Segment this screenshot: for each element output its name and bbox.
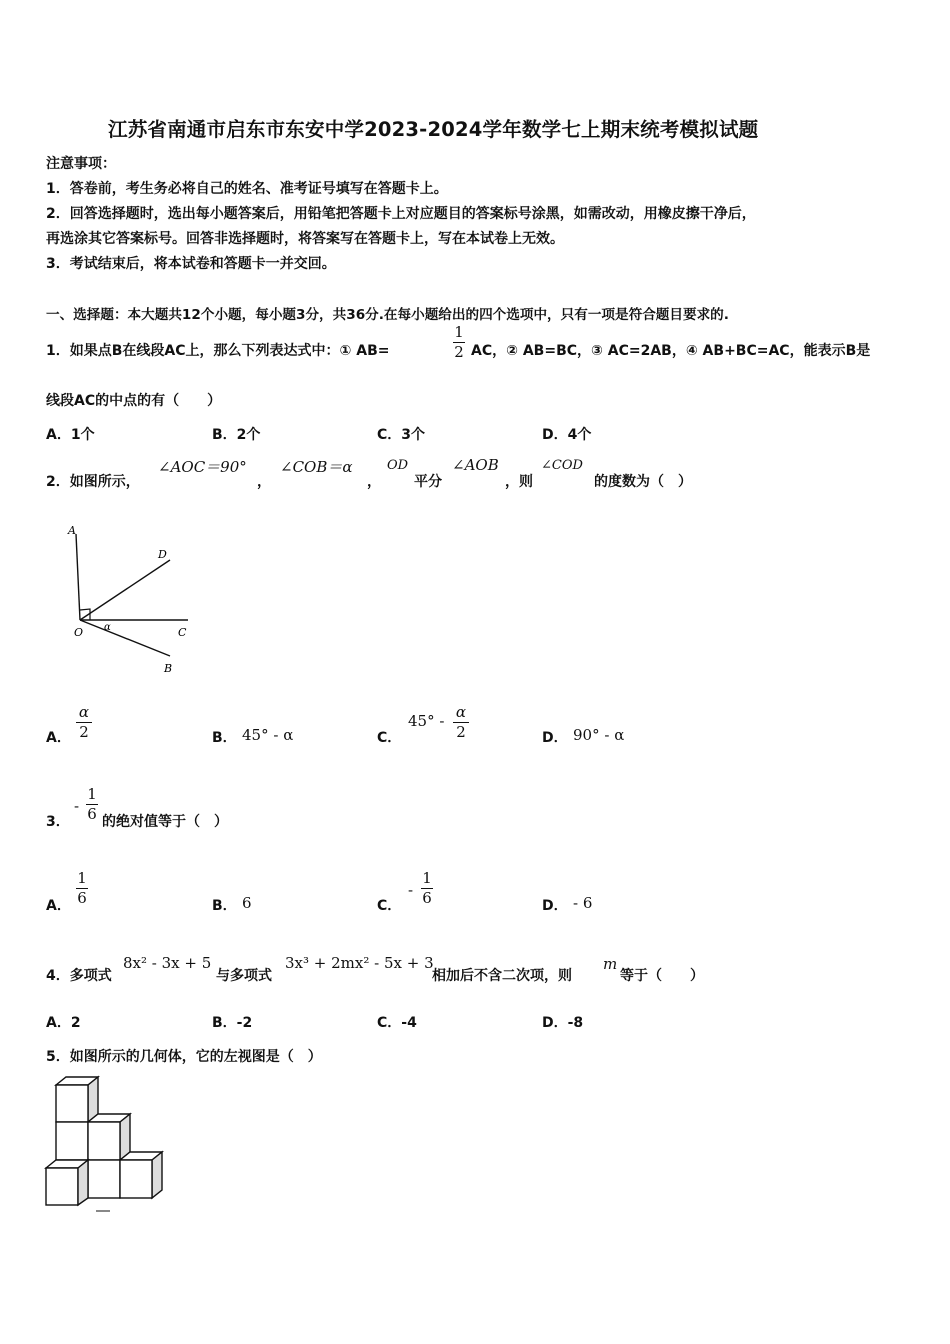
q3-c-den: 6 [422, 889, 432, 907]
ray-od [80, 560, 170, 620]
q1-fraction [453, 324, 465, 361]
q2-option-c-label[interactable]: C． [377, 730, 402, 746]
q3-option-b-label[interactable]: B． [212, 898, 237, 914]
q3-option-c-frac[interactable] [421, 870, 433, 907]
q4-poly-1: 8x² - 3x + 5 [123, 954, 212, 972]
q3-number: 3． [46, 814, 70, 830]
q3-c-num: 1 [422, 869, 432, 887]
q2-expr-aoc: ∠AOC＝90° [158, 458, 247, 476]
ray-ob [80, 620, 170, 656]
q2-option-d-label[interactable]: D． [542, 730, 568, 746]
q2-expr-cod: ∠COD [541, 458, 583, 473]
q3-option-b-value[interactable]: 6 [242, 894, 252, 912]
q4-mid: 与多项式 [216, 968, 272, 984]
cube-front-face [46, 1168, 78, 1205]
q2-angle-figure [60, 518, 200, 678]
q3-a-num: 1 [77, 869, 87, 887]
q2-option-b-label[interactable]: B． [212, 730, 237, 746]
q2-option-b-value[interactable]: 45° - α [242, 726, 294, 744]
label-c: C [178, 626, 187, 639]
cube-front-face [56, 1085, 88, 1122]
cube-front-face [120, 1160, 152, 1198]
q1-frac-num: 1 [454, 323, 464, 341]
q2-a-num: α [78, 703, 90, 721]
cube-front-face [88, 1160, 120, 1198]
q4-var-m: m [603, 955, 618, 973]
q2-c-num: α [455, 703, 467, 721]
q3-option-a-label[interactable]: A． [46, 898, 71, 914]
q4-poly-2: 3x³ + 2mx² - 5x + 3 [285, 954, 434, 972]
q5-text: 5．如图所示的几何体，它的左视图是（ ） [46, 1049, 322, 1065]
notice-item-2b: 再选涂其它答案标号。回答非选择题时，将答案写在答题卡上，写在本试卷上无效。 [46, 231, 564, 247]
notice-item-3: 3．考试结束后，将本试卷和答题卡一并交回。 [46, 256, 336, 272]
q4-option-a[interactable]: A．2 [46, 1015, 81, 1031]
q5-cube-figure [40, 1072, 170, 1217]
q2-option-a-label[interactable]: A． [46, 730, 71, 746]
q1-option-b[interactable]: B．2个 [212, 427, 261, 443]
q1-option-a[interactable]: A．1个 [46, 427, 95, 443]
q3-a-den: 6 [77, 889, 87, 907]
section-heading: 一、选择题：本大题共12个小题，每小题3分，共36分.在每小题给出的四个选项中，只有一项是符合题目要求的. [46, 307, 729, 323]
q4-mid-2: 相加后不含二次项，则 [432, 968, 572, 984]
cube-side-face [78, 1160, 88, 1205]
q2-prefix: 2．如图所示， [46, 474, 140, 490]
q1-line1b: AC，② AB=BC，③ AC=2AB，④ AB+BC=AC，能表示B是 [471, 343, 871, 359]
q2-suffix: 的度数为（ ） [594, 474, 692, 490]
label-alpha: α [104, 622, 111, 633]
q3-option-c-minus[interactable]: - [408, 881, 414, 899]
q1-option-d[interactable]: D．4个 [542, 427, 592, 443]
q2-mid-1: 平分 [414, 474, 442, 490]
label-b: B [164, 662, 173, 675]
q3-suffix: 的绝对值等于（ ） [102, 814, 228, 830]
q2-option-c-prefix[interactable]: 45° - [408, 712, 445, 730]
q2-mid-2: ，则 [505, 474, 533, 490]
q3-option-d-value[interactable]: - 6 [573, 894, 593, 912]
q4-suffix: 等于（ ） [620, 968, 704, 984]
label-o: O [74, 626, 84, 639]
q4-option-b[interactable]: B．-2 [212, 1015, 253, 1031]
q4-option-c[interactable]: C．-4 [377, 1015, 417, 1031]
q2-c-den: 2 [456, 723, 466, 741]
q3-fraction [86, 786, 98, 823]
q4-prefix: 4．多项式 [46, 968, 112, 984]
q2-expr-aob: ∠AOB [452, 456, 499, 474]
cube-front-face [88, 1122, 120, 1160]
cube-front-face [56, 1122, 88, 1160]
cube-side-face [152, 1152, 162, 1198]
ray-oa [76, 534, 80, 620]
q1-option-c[interactable]: C．3个 [377, 427, 426, 443]
q1-line1a: 1．如果点B在线段AC上，那么下列表达式中：① AB= [46, 343, 390, 359]
q3-frac-num: 1 [87, 785, 97, 803]
q1-frac-den: 2 [454, 343, 464, 361]
q4-option-d[interactable]: D．-8 [542, 1015, 584, 1031]
q2-comma-1: ， [257, 474, 271, 490]
q1-line2: 线段AC的中点的有（ ） [46, 393, 222, 409]
q2-expr-od: OD [387, 458, 409, 473]
notice-item-1: 1．答卷前，考生务必将自己的姓名、准考证号填写在答题卡上。 [46, 181, 448, 197]
q2-option-c-frac[interactable] [453, 704, 469, 741]
q2-expr-cob: ∠COB＝α [280, 458, 353, 476]
q2-comma-2: ， [367, 474, 381, 490]
q3-frac-den: 6 [87, 805, 97, 823]
notice-heading: 注意事项： [46, 156, 116, 172]
q3-option-a-frac[interactable] [76, 870, 88, 907]
q2-option-d-value[interactable]: 90° - α [573, 726, 625, 744]
q3-option-c-label[interactable]: C． [377, 898, 402, 914]
label-a: A [68, 524, 76, 537]
q3-option-d-label[interactable]: D． [542, 898, 568, 914]
page-title: 江苏省南通市启东市东安中学2023-2024学年数学七上期末统考模拟试题 [108, 118, 759, 141]
label-d: D [158, 548, 167, 561]
q3-minus: - [74, 797, 80, 815]
q2-a-den: 2 [79, 723, 89, 741]
q2-option-a-frac[interactable] [76, 704, 92, 741]
notice-item-2a: 2．回答选择题时，选出每小题答案后，用铅笔把答题卡上对应题目的答案标号涂黑，如需改动，用橡皮擦干净后， [46, 206, 756, 222]
